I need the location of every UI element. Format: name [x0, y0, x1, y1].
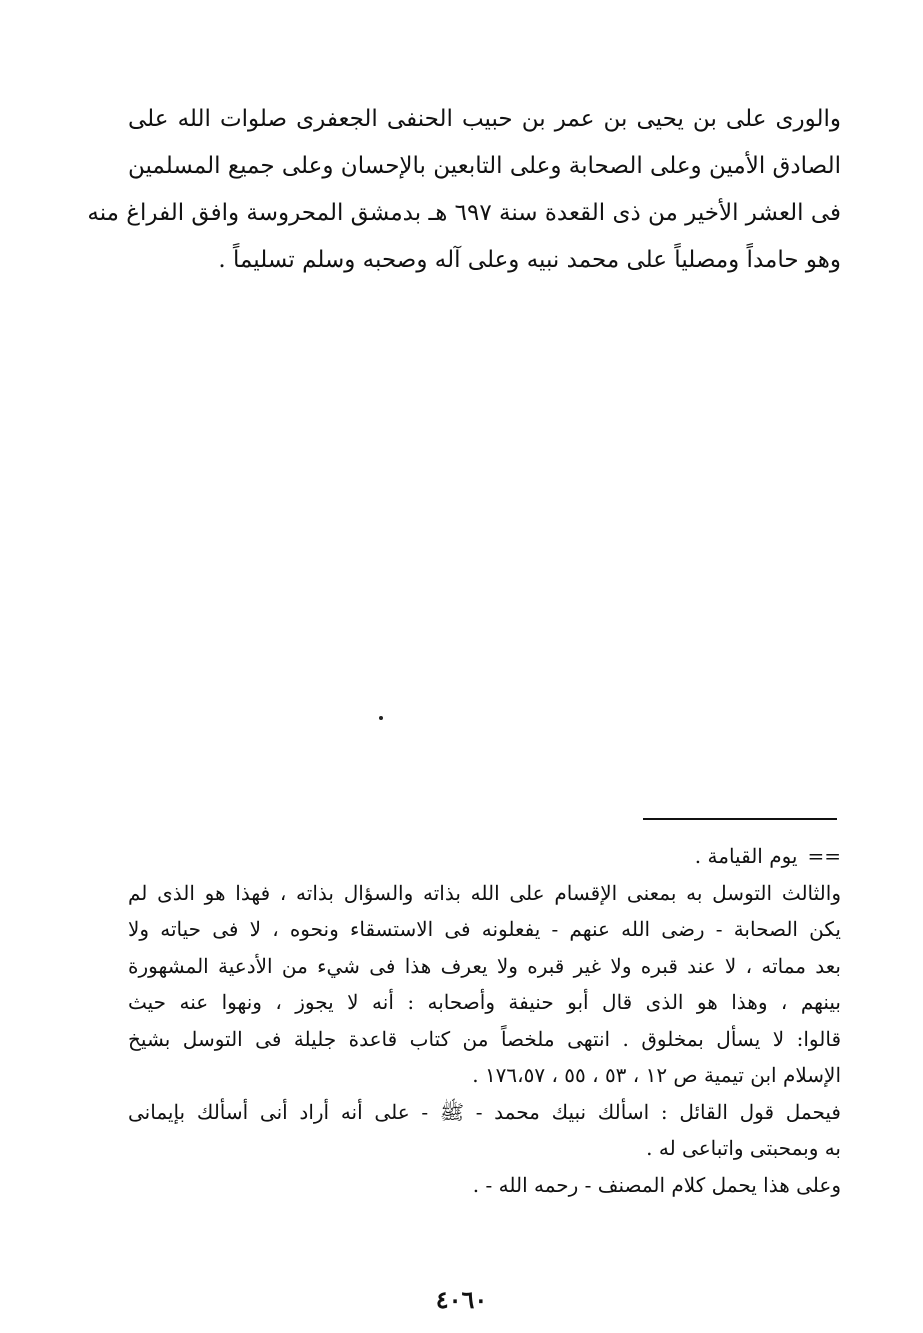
page-number: ٤٠٦٠ — [435, 1285, 488, 1314]
footnote-line: والثالث التوسل به بمعنى الإقسام على الله بذاته والسؤال بذاته ، فهذا هو الذى لم — [128, 880, 841, 905]
footnote-line: به وبمحبتى واتباعى له . — [646, 1136, 841, 1160]
main-text-line: وهو حامداً ومصلياً على محمد نبيه وعلى آله وصحبه وسلم تسليماً . — [218, 247, 841, 273]
footnote-line: بعد مماته ، لا عند قبره ولا غير قبره ولا يعرف هذا فى شيء من الأدعية المشهورة — [128, 953, 841, 978]
footnotes-block — [128, 838, 841, 1203]
footnote-line: بينهم ، وهذا هو الذى قال أبو حنيفة وأصحابه : أنه لا يجوز ، ونهوا عنه حيث — [128, 990, 841, 1014]
main-text-line: والورى على بن يحيى بن عمر بن حبيب الحنفى الجعفرى صلوات الله على — [128, 106, 841, 132]
footnote-marker: == — [807, 844, 841, 868]
main-text-line: الصادق الأمين وعلى الصحابة وعلى التابعين بالإحسان وعلى جميع المسلمين — [127, 153, 841, 179]
footnote-continuation-text: يوم القيامة . — [694, 844, 798, 868]
footnote-continuation-line — [128, 838, 841, 875]
main-text-line: فى العشر الأخير من ذى القعدة سنة ٦٩٧ هـ بدمشق المحروسة وافق الفراغ منه — [87, 200, 841, 226]
footnote-line: قالوا: لا يسأل بمخلوق . انتهى ملخصاً من كتاب قاعدة جليلة فى التوسل بشيخ — [128, 1026, 841, 1051]
footnote-separator — [643, 818, 837, 820]
footnote-line: يكن الصحابة - رضى الله عنهم - يفعلونه فى الاستسقاء ونحوه ، لا فى حياته ولا — [128, 917, 841, 941]
footnote-line: الإسلام ابن تيمية ص ١٢ ، ٥٣ ، ٥٥ ، ١٧٦،٥٧ . — [472, 1063, 841, 1087]
footnote-line: وعلى هذا يحمل كلام المصنف - رحمه الله - . — [472, 1172, 841, 1197]
footnote-line: فيحمل قول القائل : اسألك نبيك محمد - ﷺ - على أنه أراد أنى أسألك بإيمانى — [128, 1099, 841, 1124]
stray-dot — [379, 716, 383, 720]
main-text-block — [87, 96, 841, 284]
